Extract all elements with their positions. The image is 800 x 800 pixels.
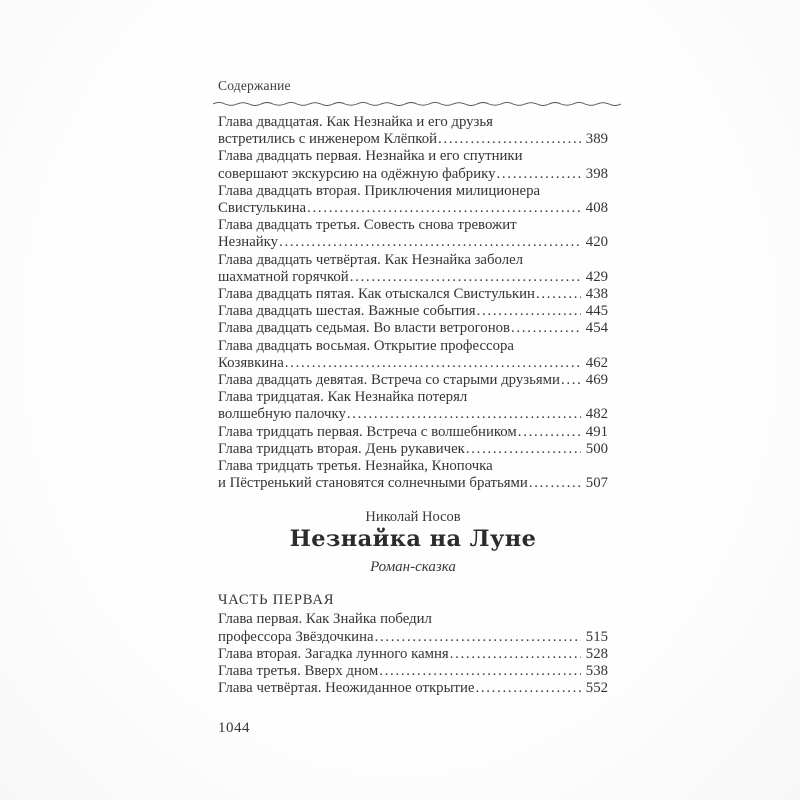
dot-leader bbox=[438, 131, 581, 148]
toc-entry-line bbox=[218, 234, 608, 251]
page-content bbox=[218, 78, 608, 697]
toc-entry-line bbox=[218, 355, 608, 372]
book-title: Незнайка на Луне bbox=[289, 526, 537, 553]
toc-entry-text: Глава первая. Как Знайка победил bbox=[218, 611, 432, 628]
toc-entry-line bbox=[218, 629, 608, 646]
dot-leader bbox=[511, 320, 581, 337]
toc-list-part-one bbox=[218, 611, 608, 697]
dot-leader bbox=[379, 663, 581, 680]
toc-entry-line bbox=[218, 166, 608, 183]
toc-list-continued bbox=[218, 114, 608, 492]
book-heading-block bbox=[218, 508, 608, 577]
toc-entry-line bbox=[218, 424, 608, 441]
toc-entry-page-number: 420 bbox=[585, 234, 608, 251]
book-subtitle: Роман-сказка bbox=[370, 559, 456, 576]
toc-entry-line bbox=[218, 269, 608, 286]
toc-entry-text: Глава третья. Вверх дном bbox=[218, 663, 379, 680]
toc-entry-text: Козявкина bbox=[218, 354, 284, 371]
toc-entry-line bbox=[218, 389, 608, 406]
dot-leader bbox=[307, 200, 581, 217]
toc-entry-text: Глава тридцать первая. Встреча с волшебником bbox=[218, 423, 517, 440]
toc-entry-text: Глава двадцать седьмая. Во власти ветрогонов bbox=[218, 320, 510, 337]
toc-entry-page-number: 469 bbox=[585, 372, 608, 389]
toc-entry-text: Незнайку bbox=[218, 234, 279, 251]
toc-entry-line bbox=[218, 114, 608, 131]
toc-entry-line bbox=[218, 183, 608, 200]
toc-entry-text: Глава двадцать третья. Совесть снова тревожит bbox=[218, 217, 517, 234]
dot-leader bbox=[347, 406, 581, 423]
toc-entry-line bbox=[218, 372, 608, 389]
dot-leader bbox=[475, 680, 581, 697]
wavy-divider bbox=[212, 99, 622, 109]
toc-entry-page-number: 429 bbox=[585, 268, 608, 285]
toc-entry-line bbox=[218, 458, 608, 475]
toc-entry-text: Глава вторая. Загадка лунного камня bbox=[218, 645, 449, 662]
toc-entry-page-number: 482 bbox=[585, 406, 608, 423]
toc-entry-text: Глава двадцатая. Как Незнайка и его друзья bbox=[218, 114, 493, 130]
toc-entry-text: Глава двадцать восьмая. Открытие профессора bbox=[218, 337, 514, 354]
dot-leader bbox=[497, 166, 582, 183]
toc-entry-page-number: 454 bbox=[585, 320, 608, 337]
toc-entry-text: Глава тридцатая. Как Незнайка потерял bbox=[218, 389, 468, 406]
dot-leader bbox=[375, 629, 581, 646]
toc-entry-line bbox=[218, 200, 608, 217]
toc-entry-line bbox=[218, 217, 608, 234]
dot-leader bbox=[466, 441, 581, 458]
toc-entry-text: шахматной горячкой bbox=[218, 268, 349, 285]
toc-entry-line bbox=[218, 148, 608, 165]
toc-entry-line bbox=[218, 663, 608, 680]
toc-entry-line bbox=[218, 441, 608, 458]
dot-leader bbox=[350, 269, 581, 286]
toc-entry-text: Глава двадцать шестая. Важные события bbox=[218, 303, 476, 320]
toc-entry-page-number: 398 bbox=[585, 165, 608, 182]
toc-entry-page-number: 538 bbox=[585, 663, 608, 680]
toc-entry-page-number: 507 bbox=[585, 475, 608, 492]
toc-entry-text: совершают экскурсию на одёжную фабрику bbox=[218, 165, 496, 182]
dot-leader bbox=[529, 475, 581, 492]
toc-entry-page-number: 462 bbox=[585, 354, 608, 371]
toc-entry-text: Глава двадцать вторая. Приключения милиционера bbox=[218, 182, 541, 199]
toc-entry-line bbox=[218, 320, 608, 337]
toc-entry-text: волшебную палочку bbox=[218, 406, 346, 423]
toc-entry-line bbox=[218, 475, 608, 492]
toc-entry-page-number: 500 bbox=[585, 440, 608, 457]
toc-entry-line bbox=[218, 286, 608, 303]
toc-entry-line bbox=[218, 252, 608, 269]
toc-entry-text: Глава двадцать первая. Незнайка и его спутники bbox=[218, 148, 523, 165]
toc-entry-line bbox=[218, 131, 608, 148]
dot-leader bbox=[561, 372, 581, 389]
dot-leader bbox=[450, 646, 581, 663]
toc-entry-line bbox=[218, 338, 608, 355]
toc-entry-page-number: 491 bbox=[585, 423, 608, 440]
toc-entry-page-number: 445 bbox=[585, 303, 608, 320]
part-heading: ЧАСТЬ ПЕРВАЯ bbox=[218, 592, 335, 609]
toc-entry-page-number: 528 bbox=[585, 645, 608, 662]
toc-entry-line bbox=[218, 303, 608, 320]
toc-entry-text: Глава двадцать пятая. Как отыскался Свистулькин bbox=[218, 286, 535, 303]
toc-entry-page-number: 438 bbox=[585, 286, 608, 303]
toc-entry-text: Глава тридцать третья. Незнайка, Кнопочка bbox=[218, 458, 493, 475]
toc-entry-text: Глава тридцать вторая. День рукавичек bbox=[218, 440, 465, 457]
dot-leader bbox=[279, 234, 581, 251]
book-author: Николай Носов bbox=[365, 509, 461, 526]
toc-entry-text: и Пёстренький становятся солнечными братьями bbox=[218, 475, 528, 492]
toc-entry-text: Глава четвёртая. Неожиданное открытие bbox=[218, 680, 475, 697]
toc-entry-page-number: 552 bbox=[585, 680, 608, 697]
toc-entry-page-number: 408 bbox=[585, 200, 608, 217]
running-header: Содержание bbox=[218, 78, 291, 93]
toc-entry-text: Глава двадцать девятая. Встреча со старыми друзьями bbox=[218, 372, 560, 389]
toc-entry-line bbox=[218, 680, 608, 697]
dot-leader bbox=[518, 424, 581, 441]
toc-entry-page-number: 389 bbox=[585, 131, 608, 148]
toc-entry-line bbox=[218, 611, 608, 628]
toc-entry-line bbox=[218, 646, 608, 663]
toc-entry-text: профессора Звёздочкина bbox=[218, 628, 374, 645]
toc-entry-line bbox=[218, 406, 608, 423]
toc-entry-text: Глава двадцать четвёртая. Как Незнайка заболел bbox=[218, 251, 524, 268]
dot-leader bbox=[536, 286, 581, 303]
dot-leader bbox=[477, 303, 581, 320]
toc-entry-text: Свистулькина bbox=[218, 200, 307, 217]
toc-entry-text: встретились с инженером Клёпкой bbox=[218, 131, 438, 148]
page-number: 1044 bbox=[218, 720, 250, 736]
dot-leader bbox=[285, 355, 581, 372]
toc-entry-page-number: 515 bbox=[585, 628, 608, 645]
